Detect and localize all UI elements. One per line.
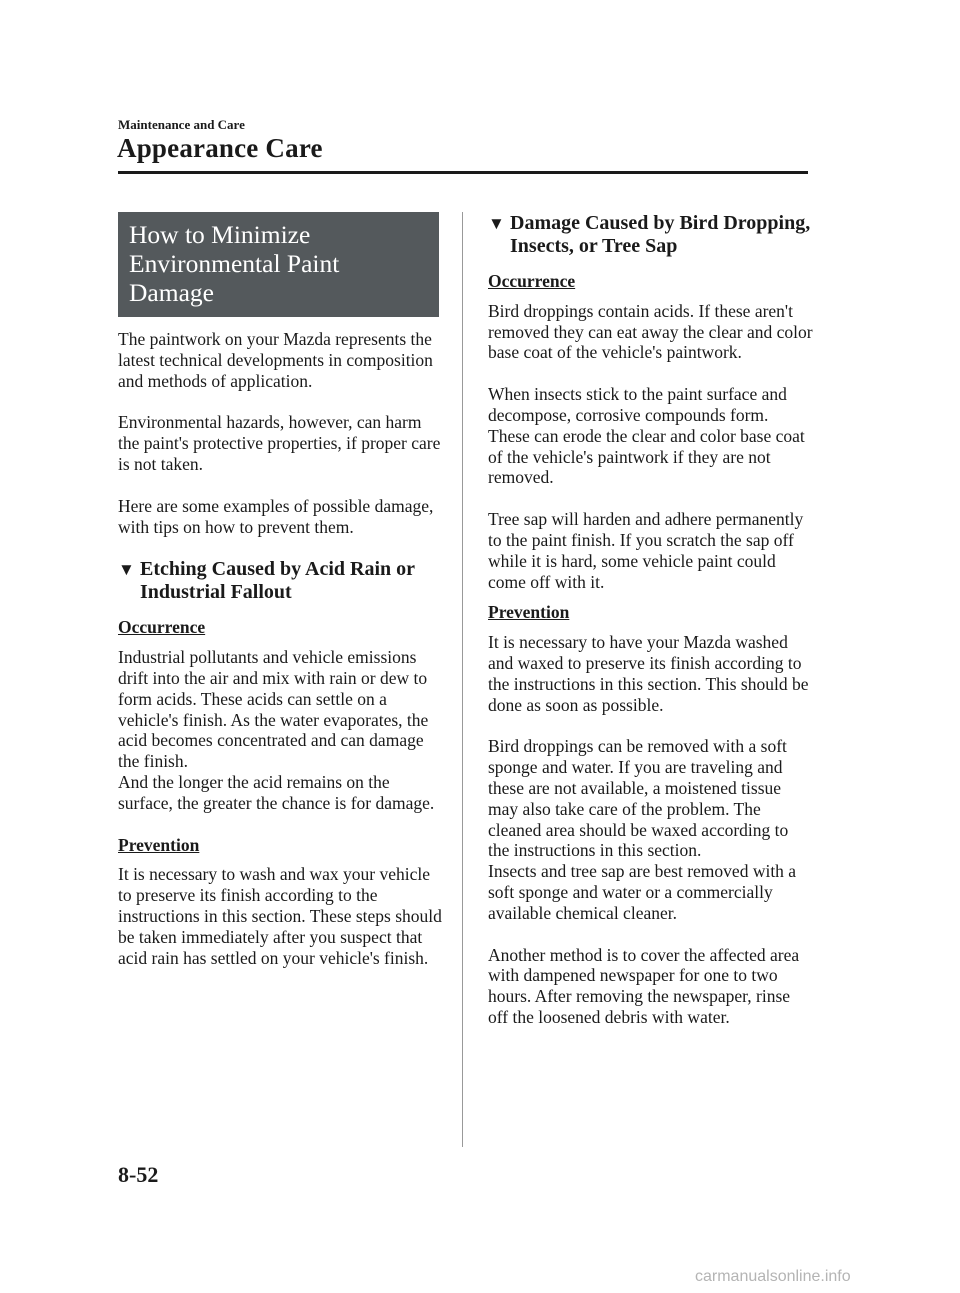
subsection-heading-acid-rain: [118, 558, 443, 604]
section-heading-line-2: Environmental Paint Damage: [129, 249, 340, 307]
prevention-label: Prevention: [118, 834, 200, 855]
occurrence-paragraph-2: When insects stick to the paint surface and decompose, corrosive compounds form. These can erode the clear and color base coat of the vehicle's paintwork if they are not removed.: [488, 384, 805, 488]
prevention-paragraph-2-cont: Insects and tree sap are best removed with a soft sponge and water or a commercially available chemical cleaner.: [488, 861, 797, 923]
occurrence-paragraph: Industrial pollutants and vehicle emissions drift into the air and mix with rain or dew to form acids. These acids can settle on a vehicle's finish. As the water evaporates, the acid becomes concentrated and can damage the finish.: [118, 647, 429, 772]
occurrence-label: Occurrence: [488, 271, 576, 291]
triangle-bullet-icon: ▼: [488, 214, 505, 233]
left-column: [118, 212, 443, 989]
chapter-label: Maintenance and Care: [118, 117, 245, 132]
subsection-heading-text: Etching Caused by Acid Rain or Industrial Fallout: [140, 558, 415, 604]
section-heading-box: [118, 212, 439, 317]
prevention-label: Prevention: [488, 602, 570, 623]
page-title: Appearance Care: [117, 133, 323, 163]
triangle-bullet-icon: ▼: [118, 560, 135, 580]
intro-paragraph-3: Here are some examples of possible damage, with tips on how to prevent them.: [118, 495, 434, 537]
prevention-paragraph-1: It is necessary to have your Mazda washed and waxed to preserve its finish according to the instructions in this section. This should be done as soon as possible.: [488, 632, 809, 715]
section-heading-line-1: How to Minimize: [129, 220, 311, 249]
intro-paragraph-1: The paintwork on your Mazda represents the latest technical developments in composition and methods of application.: [118, 329, 433, 391]
subsection-heading-bird-dropping: [488, 212, 813, 258]
watermark: carmanualsonline.info: [695, 1268, 851, 1285]
column-divider: [462, 212, 463, 1147]
header-rule: [118, 171, 808, 174]
right-column: [488, 212, 813, 1049]
occurrence-paragraph-1: Bird droppings contain acids. If these aren't removed they can eat away the clear and color base coat of the vehicle's paintwork.: [488, 300, 813, 363]
occurrence-paragraph-3: Tree sap will harden and adhere permanently to the paint finish. If you scratch the sap off while it is hard, some vehicle paint could come off with it.: [488, 509, 804, 592]
intro-paragraph-2: Environmental hazards, however, can harm the paint's protective properties, if proper care is not taken.: [118, 412, 441, 474]
page-number: 8-52: [118, 1162, 159, 1187]
prevention-paragraph-3: Another method is to cover the affected area with dampened newspaper for one to two hours. After removing the newspaper, rinse off the loosened debris with water.: [488, 944, 800, 1027]
prevention-paragraph: It is necessary to wash and wax your vehicle to preserve its finish according to the instructions in this section. These steps should be taken immediately after you suspect that acid rain has settled on your vehicle's finish.: [118, 864, 442, 968]
prevention-paragraph-2: Bird droppings can be removed with a soft sponge and water. If you are traveling and these are not available, a moistened tissue may also take care of the problem. The cleaned area should be waxed according to the instructions in this section.: [488, 736, 789, 861]
occurrence-label: Occurrence: [118, 617, 206, 638]
occurrence-paragraph-cont: And the longer the acid remains on the surface, the greater the chance is for damage.: [118, 771, 435, 813]
subsection-heading-text: Damage Caused by Bird Dropping, Insects, or Tree Sap: [510, 212, 811, 257]
